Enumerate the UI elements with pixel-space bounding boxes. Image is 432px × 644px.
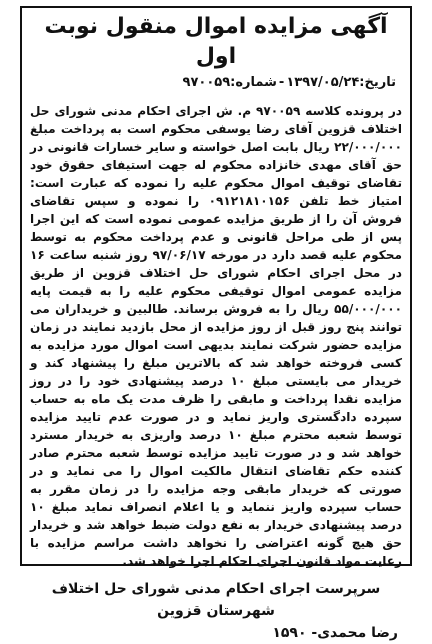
notice-title: آگهی مزایده اموال منقول نوبت اول <box>44 14 388 69</box>
meta-separator: - <box>278 75 285 90</box>
signature-block <box>34 578 398 644</box>
signature-name: رضا محمدی- ۱۵۹۰ <box>272 625 398 641</box>
notice-date: تاریخ:۱۳۹۷/۰۵/۲۴ <box>286 75 396 90</box>
notice-meta <box>36 74 396 92</box>
notice-number: شماره:۹۷۰۰۵۹ <box>182 75 277 90</box>
notice-body: در پرونده کلاسه ۹۷۰۰۵۹ م. ش اجرای احکام مدنی شورای حل اختلاف قزوین آقای رضا یوسفی محکوم است به پرداخت مبلغ ۲۲/۰۰۰/۰۰۰ ریال بابت اصل خواسته و سایر خسارات قانونی در حق آقای مهدی خانزاده محکوم له جهت استیفای حقوق خود تقاضای توقیف اموال محکوم علیه را نموده که عبارت است: امتیاز خط تلفن ۰۹۱۲۱۸۱۰۱۵۶ را نموده و سپس تقاضای فروش آن را از طریق مزایده عمومی نموده است که این اجرا پس از طی مراحل قانونی و عدم پرداخت محکوم به توسط محکوم علیه قصد دارد در مورخه ۹۷/۰۶/۱۷ روز شنبه ساعت ۱۶ در محل اجرای احکام شورای حل اختلاف قزوین از طریق مزایده عمومی اموال توقیفی محکوم علیه را به قیمت پایه ۵۵/۰۰۰/۰۰۰ ریال را به فروش برساند. طالبین و خریداران می توانند پنج روز قبل از روز مزایده از محل بازدید نمایند در زمان مزایده حضور شرکت نمایند بدیهی است اموال مورد مزایده به کسی فروخته خواهد شد که بالاترین مبلغ را پیشنهاد کند و خریدار می بایستی مبلغ ۱۰ درصد پیشنهادی خود را در روز مزایده نقدا پرداخت و مابقی را ظرف مدت یک ماه به حساب سپرده دادگستری واریز نماید و در صورت عدم تایید مزایده توسط شعبه محترم مبلغ ۱۰ درصد واریزی به خریدار مسترد خواهد شد و در صورت تایید مزایده توسط شعبه محترم صادر کننده حکم تقاضای انتقال مالکیت اموال را می نماید و در صورتی که خریدار مابقی وجه مزایده را در زمان مقرر به حساب سپرده واریز ننماید و یا اعلام انصراف نماید مبلغ ۱۰ درصد پیشنهادی خریدار به نفع دولت ضبط خواهد شد و خریدار حق هیچ گونه اعتراضی را نخواهد داشت مراسم مزایده با رعایت مواد قانون اجرای احکام اجرا خواهد شد. <box>30 104 403 568</box>
notice-frame <box>20 6 412 641</box>
signature-title: سرپرست اجرای احکام مدنی شورای حل اختلاف شهرستان قزوین <box>51 581 381 619</box>
